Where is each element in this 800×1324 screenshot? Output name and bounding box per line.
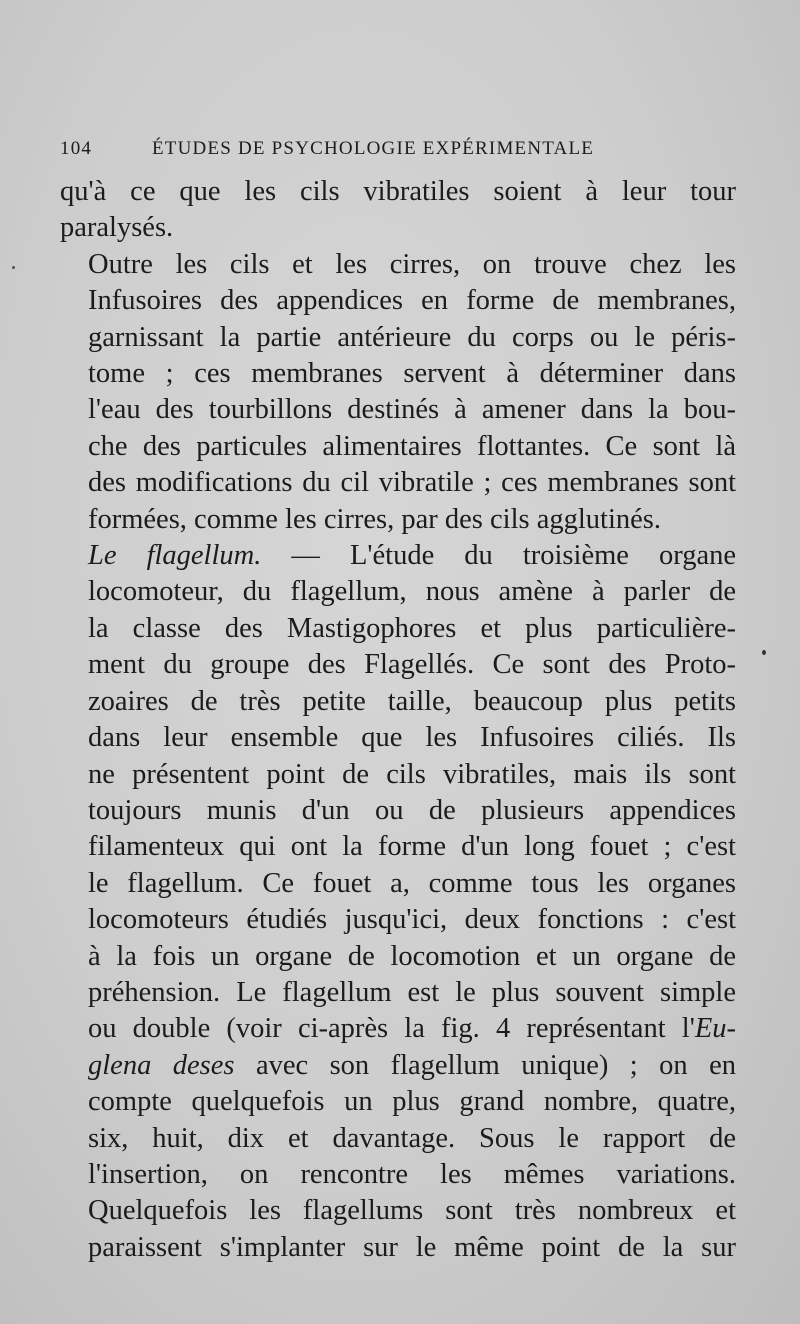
paper-speck (762, 650, 766, 655)
text-line: toujours munis d'un ou de plusieurs appendices (88, 794, 736, 826)
text-line: locomoteurs étudiés jusqu'ici, deux fonctions : c'est (88, 904, 736, 936)
text-run: ou double (voir ci-après la fig. 4 représentant l' (88, 1013, 695, 1045)
text-line: à la fois un organe de locomotion et un organe de (88, 940, 736, 972)
italic-term: Eu- (694, 1013, 736, 1045)
text-line: paralysés. (60, 212, 174, 244)
body-text (60, 174, 736, 1266)
text-line: le flagellum. Ce fouet a, comme tous les organes (88, 867, 736, 899)
text-line: filamenteux qui ont la forme d'un long fouet ; c'est (88, 831, 736, 863)
text-line: zoaires de très petite taille, beaucoup plus petits (88, 685, 736, 717)
text-line (60, 538, 736, 574)
text-line: préhension. Le flagellum est le plus souvent simple (88, 976, 736, 1008)
text-line: Quelquefois les flagellums sont très nombreux et (88, 1195, 736, 1227)
paragraph-2 (60, 247, 736, 538)
text-line (60, 1048, 736, 1084)
running-head (60, 138, 740, 168)
text-line: Infusoires des appendices en forme de membranes, (88, 285, 736, 317)
text-line: locomoteur, du flagellum, nous amène à parler de (88, 576, 736, 608)
page-number: 104 (60, 138, 93, 159)
text-run: — L'étude du troisième organe (261, 540, 736, 572)
text-line: ment du groupe des Flagellés. Ce sont des Proto- (88, 649, 736, 681)
text-run: avec son flagellum unique) ; on en (234, 1049, 736, 1081)
text-line: l'insertion, on rencontre les mêmes variations. (88, 1158, 736, 1190)
text-line: l'eau des tourbillons destinés à amener dans la bou- (88, 394, 736, 426)
text-line: che des particules alimentaires flottantes. Ce sont là (88, 430, 736, 462)
paragraph-3 (60, 538, 736, 1266)
text-line: six, huit, dix et davantage. Sous le rapport de (88, 1122, 736, 1154)
paragraph-1 (60, 174, 736, 247)
text-line: compte quelquefois un plus grand nombre, quatre, (88, 1086, 736, 1118)
italic-term: glena deses (88, 1049, 235, 1081)
running-title: ÉTUDES DE PSYCHOLOGIE EXPÉRIMENTALE (152, 138, 595, 159)
section-heading-flagellum: Le flagellum. (88, 540, 262, 572)
text-line (60, 1011, 736, 1047)
text-line: qu'à ce que les cils vibratiles soient à leur tour (60, 176, 736, 207)
paper-speck (12, 266, 15, 269)
text-line: Outre les cils et les cirres, on trouve chez les (88, 248, 736, 280)
text-line: ne présentent point de cils vibratiles, mais ils sont (88, 758, 736, 790)
text-line: formées, comme les cirres, par des cils agglutinés. (88, 503, 661, 535)
text-line: paraissent s'implanter sur le même point de la sur (88, 1231, 736, 1263)
text-line: la classe des Mastigophores et plus particulière- (88, 612, 736, 644)
text-line: des modifications du cil vibratile ; ces membranes sont (88, 467, 736, 499)
text-line: dans leur ensemble que les Infusoires ciliés. Ils (88, 722, 736, 754)
text-line: tome ; ces membranes servent à déterminer dans (88, 358, 736, 390)
text-line: garnissant la partie antérieure du corps ou le péris- (88, 321, 736, 353)
